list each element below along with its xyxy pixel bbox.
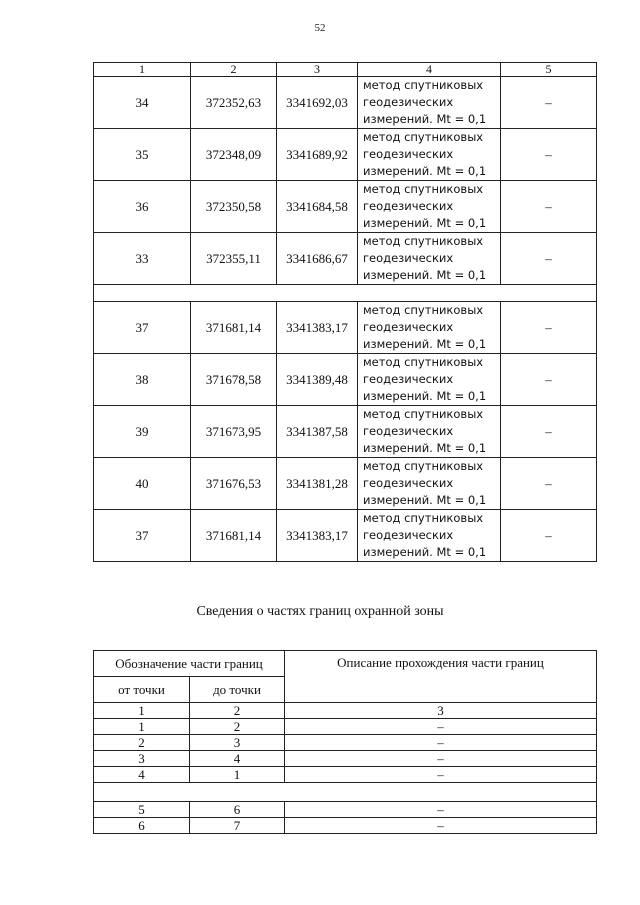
method-line: измерений. Mt = 0,1 xyxy=(363,493,487,507)
to-point-header: до точки xyxy=(190,677,285,703)
boundary-parts-table xyxy=(93,650,597,834)
column-number: 1 xyxy=(94,703,190,719)
parts-header-row xyxy=(94,651,597,677)
from-point: 1 xyxy=(94,719,190,735)
part-description: – xyxy=(285,818,597,834)
point-number: 40 xyxy=(94,458,191,510)
error-value: – xyxy=(501,302,597,354)
y-coordinate: 3341692,03 xyxy=(277,77,358,129)
method-line: измерений. Mt = 0,1 xyxy=(363,112,487,126)
method-line: метод спутниковых xyxy=(363,511,484,525)
method-line: измерений. Mt = 0,1 xyxy=(363,268,487,282)
x-coordinate: 372348,09 xyxy=(191,129,277,181)
point-number: 38 xyxy=(94,354,191,406)
method-line: измерений. Mt = 0,1 xyxy=(363,164,487,178)
method-line: геодезических xyxy=(363,476,454,490)
method-line: метод спутниковых xyxy=(363,407,484,421)
error-value: – xyxy=(501,510,597,562)
measurement-method xyxy=(358,510,501,562)
boundary-parts-table-body xyxy=(94,651,597,834)
method-line: измерений. Mt = 0,1 xyxy=(363,441,487,455)
y-coordinate: 3341383,17 xyxy=(277,510,358,562)
method-line: метод спутниковых xyxy=(363,355,484,369)
x-coordinate: 372352,63 xyxy=(191,77,277,129)
column-header: 3 xyxy=(277,63,358,77)
table-row xyxy=(94,406,597,458)
method-line: метод спутниковых xyxy=(363,182,484,196)
x-coordinate: 371681,14 xyxy=(191,510,277,562)
to-point: 4 xyxy=(190,751,285,767)
column-header: 5 xyxy=(501,63,597,77)
measurement-method xyxy=(358,233,501,285)
point-number: 33 xyxy=(94,233,191,285)
to-point: 2 xyxy=(190,719,285,735)
from-point: 2 xyxy=(94,735,190,751)
table-row xyxy=(94,129,597,181)
to-point: 7 xyxy=(190,818,285,834)
x-coordinate: 372355,11 xyxy=(191,233,277,285)
method-line: геодезических xyxy=(363,251,454,265)
method-line: измерений. Mt = 0,1 xyxy=(363,337,487,351)
method-line: метод спутниковых xyxy=(363,303,484,317)
column-header: 2 xyxy=(191,63,277,77)
to-point: 3 xyxy=(190,735,285,751)
measurement-method xyxy=(358,406,501,458)
column-number: 2 xyxy=(190,703,285,719)
designation-header: Обозначение части границ xyxy=(94,651,285,677)
from-point: 4 xyxy=(94,767,190,783)
point-number: 39 xyxy=(94,406,191,458)
y-coordinate: 3341381,28 xyxy=(277,458,358,510)
method-line: геодезических xyxy=(363,95,454,109)
error-value: – xyxy=(501,77,597,129)
part-description: – xyxy=(285,735,597,751)
method-line: метод спутниковых xyxy=(363,234,484,248)
part-description: – xyxy=(285,719,597,735)
table-row xyxy=(94,458,597,510)
table-row xyxy=(94,181,597,233)
to-point: 1 xyxy=(190,767,285,783)
measurement-method xyxy=(358,129,501,181)
table-row xyxy=(94,767,597,783)
table-row xyxy=(94,77,597,129)
from-point: 5 xyxy=(94,802,190,818)
from-point-header: от точки xyxy=(94,677,190,703)
method-line: метод спутниковых xyxy=(363,130,484,144)
error-value: – xyxy=(501,406,597,458)
page-number: 52 xyxy=(314,22,326,34)
section-title: Сведения о частях границ охранной зоны xyxy=(196,604,444,619)
table-row xyxy=(94,354,597,406)
error-value: – xyxy=(501,458,597,510)
x-coordinate: 371676,53 xyxy=(191,458,277,510)
table-row xyxy=(94,510,597,562)
x-coordinate: 371673,95 xyxy=(191,406,277,458)
method-line: геодезических xyxy=(363,199,454,213)
y-coordinate: 3341689,92 xyxy=(277,129,358,181)
method-line: геодезических xyxy=(363,424,454,438)
measurement-method xyxy=(358,77,501,129)
method-line: геодезических xyxy=(363,147,454,161)
x-coordinate: 371681,14 xyxy=(191,302,277,354)
point-number: 34 xyxy=(94,77,191,129)
measurement-method xyxy=(358,302,501,354)
error-value: – xyxy=(501,129,597,181)
point-number: 37 xyxy=(94,302,191,354)
y-coordinate: 3341387,58 xyxy=(277,406,358,458)
table-row xyxy=(94,802,597,818)
x-coordinate: 372350,58 xyxy=(191,181,277,233)
table-row xyxy=(94,233,597,285)
part-description: – xyxy=(285,767,597,783)
method-line: геодезических xyxy=(363,320,454,334)
column-header: 4 xyxy=(358,63,501,77)
table-row xyxy=(94,302,597,354)
description-header: Описание прохождения части границ xyxy=(285,651,597,703)
from-point: 3 xyxy=(94,751,190,767)
point-number: 35 xyxy=(94,129,191,181)
y-coordinate: 3341686,67 xyxy=(277,233,358,285)
measurement-method xyxy=(358,354,501,406)
table-separator-row xyxy=(94,285,597,302)
method-line: измерений. Mt = 0,1 xyxy=(363,545,487,559)
table-separator-row xyxy=(94,783,597,802)
table-row xyxy=(94,818,597,834)
part-description: – xyxy=(285,802,597,818)
x-coordinate: 371678,58 xyxy=(191,354,277,406)
point-number: 36 xyxy=(94,181,191,233)
coordinates-table xyxy=(93,62,597,562)
column-number: 3 xyxy=(285,703,597,719)
separator-cell xyxy=(94,783,597,802)
coordinates-header-row xyxy=(94,63,597,77)
method-line: геодезических xyxy=(363,372,454,386)
from-point: 6 xyxy=(94,818,190,834)
parts-numbering-row xyxy=(94,703,597,719)
column-header: 1 xyxy=(94,63,191,77)
to-point: 6 xyxy=(190,802,285,818)
table-row xyxy=(94,751,597,767)
coordinates-table-body xyxy=(94,63,597,562)
y-coordinate: 3341383,17 xyxy=(277,302,358,354)
measurement-method xyxy=(358,458,501,510)
method-line: метод спутниковых xyxy=(363,459,484,473)
table-row xyxy=(94,735,597,751)
table-row xyxy=(94,719,597,735)
separator-cell xyxy=(94,285,597,302)
y-coordinate: 3341389,48 xyxy=(277,354,358,406)
error-value: – xyxy=(501,181,597,233)
measurement-method xyxy=(358,181,501,233)
point-number: 37 xyxy=(94,510,191,562)
method-line: измерений. Mt = 0,1 xyxy=(363,216,487,230)
method-line: измерений. Mt = 0,1 xyxy=(363,389,487,403)
method-line: метод спутниковых xyxy=(363,78,484,92)
part-description: – xyxy=(285,751,597,767)
error-value: – xyxy=(501,354,597,406)
error-value: – xyxy=(501,233,597,285)
y-coordinate: 3341684,58 xyxy=(277,181,358,233)
method-line: геодезических xyxy=(363,528,454,542)
